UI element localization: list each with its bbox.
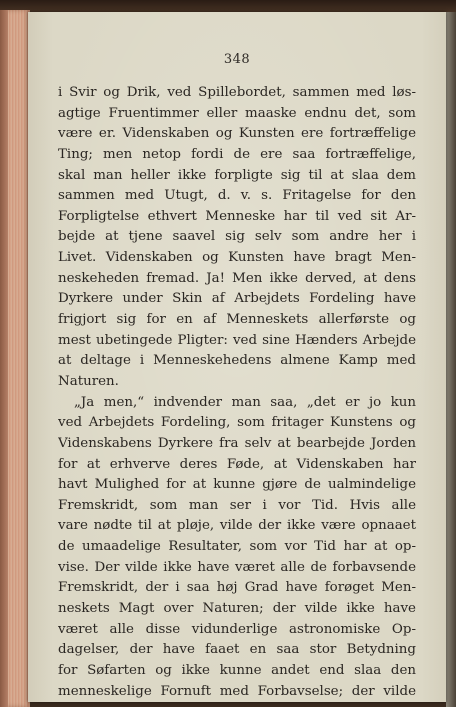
text-line: vise. Der vilde ikke have været alle de forbavsende: [58, 559, 416, 575]
text-line: Videnskabens Dyrkere fra selv at bearbejde Jorden: [58, 435, 416, 451]
text-line: neskets Magt over Naturen; der vilde ikke have: [58, 601, 416, 617]
text-line: for Søfarten og ikke kunne andet end slaa den: [58, 662, 416, 678]
body-text: [58, 83, 416, 702]
text-line: agtige Fruentimmer eller maaske endnu det, som: [58, 105, 416, 121]
page-number: 348: [223, 52, 251, 67]
text-line: Dyrkere under Skin af Arbejdets Fordeling have: [58, 291, 416, 307]
text-line: menneskelige Fornuft med Forbavselse; der vilde: [58, 683, 416, 699]
text-line: skal man heller ikke forpligte sig til at slaa dem: [58, 167, 416, 183]
text-line: havt Mulighed for at kunne gjøre de ualmindelige: [58, 477, 416, 493]
text-line: for at erhverve deres Føde, at Videnskaben har: [58, 456, 416, 472]
text-line: de umaadelige Resultater, som vor Tid har at op-: [58, 539, 416, 555]
book-right-edge: [446, 12, 456, 707]
text-line: at deltage i Menneskehedens almene Kamp med: [58, 353, 416, 369]
text-line: dagelser, der have faaet en saa stor Betydning: [58, 642, 416, 658]
text-line: være er. Videnskaben og Kunsten ere fortræffelige: [58, 126, 416, 142]
text-line: Naturen.: [58, 373, 119, 389]
book-spine-shadow: [0, 10, 8, 707]
text-line: Ting; men netop fordi de ere saa fortræffelige,: [58, 146, 416, 162]
text-line: mest ubetingede Pligter: ved sine Hænders Arbejde: [58, 332, 416, 348]
text-line: Fremskridt, der i saa høj Grad have forøget Men-: [58, 580, 416, 596]
text-line: Forpligtelse ethvert Menneske har til ved sit Ar-: [58, 208, 416, 224]
text-line: bejde at tjene saavel sig selv som andre her i: [58, 229, 416, 245]
text-line: frigjort sig for en af Menneskets allerførste og: [58, 312, 416, 328]
text-line: ved Arbejdets Fordeling, som fritager Kunstens og: [58, 415, 416, 431]
text-line: vare nødte til at pløje, vilde der ikke være opnaaet: [58, 518, 416, 534]
text-line: Fremskridt, som man ser i vor Tid. Hvis alle: [58, 497, 416, 513]
text-line: sammen med Utugt, d. v. s. Fritagelse for den: [58, 188, 416, 204]
text-line: i Svir og Drik, ved Spillebordet, sammen med løs-: [58, 85, 416, 100]
text-line: neskeheden fremad. Ja! Men ikke derved, at dens: [58, 270, 416, 286]
text-line: Livet. Videnskaben og Kunsten have bragt Men-: [58, 250, 416, 266]
text-line: været alle disse vidunderlige astronomiske Op-: [58, 621, 416, 637]
text-line: „Ja men,“ indvender man saa, „det er jo kun: [74, 394, 416, 410]
